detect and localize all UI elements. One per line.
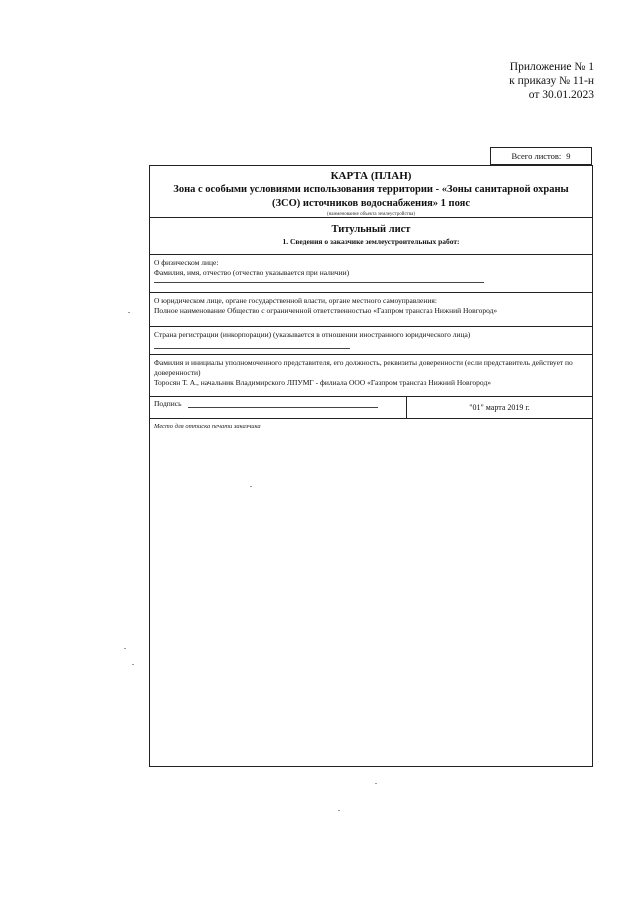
cover-heading: Титульный лист: [331, 224, 411, 235]
full-name-line: [154, 282, 484, 283]
form-frame: [149, 165, 593, 767]
country-line: [154, 348, 350, 349]
document-subtitle-line-2: (ЗСО) источников водоснабжения» 1 пояс: [272, 198, 470, 209]
representative-label: Фамилия и инициалы уполномоченного представителя, его должность, реквизиты доверенности (если представитель действует по доверенности): [154, 358, 573, 377]
sheet-count-label: Всего листов:: [511, 151, 562, 161]
stamp-place-label: Место для оттиска печати заказчика: [154, 423, 261, 430]
document-heading: КАРТА (ПЛАН): [330, 170, 412, 182]
document-subtitle-line-1: Зона с особыми условиями использования территории - «Зоны санитарной охраны: [173, 184, 569, 195]
physical-person-section: [150, 255, 592, 293]
legal-entity-label: О юридическом лице, органе государственной власти, органе местного самоуправления:: [154, 296, 437, 305]
signature-date: "01" марта 2019 г.: [469, 403, 530, 412]
cover-block: [150, 218, 592, 255]
section-heading: 1. Сведения о заказчике землеустроительных работ:: [282, 237, 460, 246]
scan-speck: [375, 783, 377, 784]
sheet-count-box: [490, 147, 592, 165]
country-label: Страна регистрации (инкорпорации) (указывается в отношении иностранного юридического лица): [154, 330, 471, 339]
scan-speck: [250, 486, 252, 487]
signature-line: [188, 399, 378, 408]
scan-speck: [128, 312, 130, 313]
sheet-count-value: 9: [566, 151, 571, 161]
scan-speck: [124, 648, 126, 649]
appendix-line-1: Приложение № 1: [509, 61, 594, 73]
legal-entity-section: [150, 293, 592, 327]
scan-speck: [338, 810, 340, 811]
appendix-line-2: к приказу № 11-н: [509, 75, 594, 87]
representative-section: [150, 355, 592, 397]
appendix-block: [509, 60, 594, 102]
representative-value: Торосян Т. А., начальник Владимирского ЛПУМГ - филиала ООО «Газпром трансгаз Нижний Новгород»: [154, 378, 492, 387]
country-section: [150, 327, 592, 355]
object-caption: (наименование объекта землеустройства): [326, 212, 416, 217]
title-block: [150, 166, 592, 218]
signature-label: Подпись: [154, 399, 182, 408]
signature-cell: [150, 397, 407, 418]
physical-person-label: О физическом лице:: [154, 258, 219, 267]
full-name-field-label: Фамилия, имя, отчество (отчество указывается при наличии): [154, 268, 350, 277]
signature-row: [150, 397, 592, 419]
scan-speck: [132, 664, 134, 665]
appendix-line-3: от 30.01.2023: [528, 89, 594, 101]
legal-entity-full-name: Полное наименование Общество с ограниченной ответственностью «Газпром трансгаз Нижний Новгород»: [154, 306, 498, 315]
